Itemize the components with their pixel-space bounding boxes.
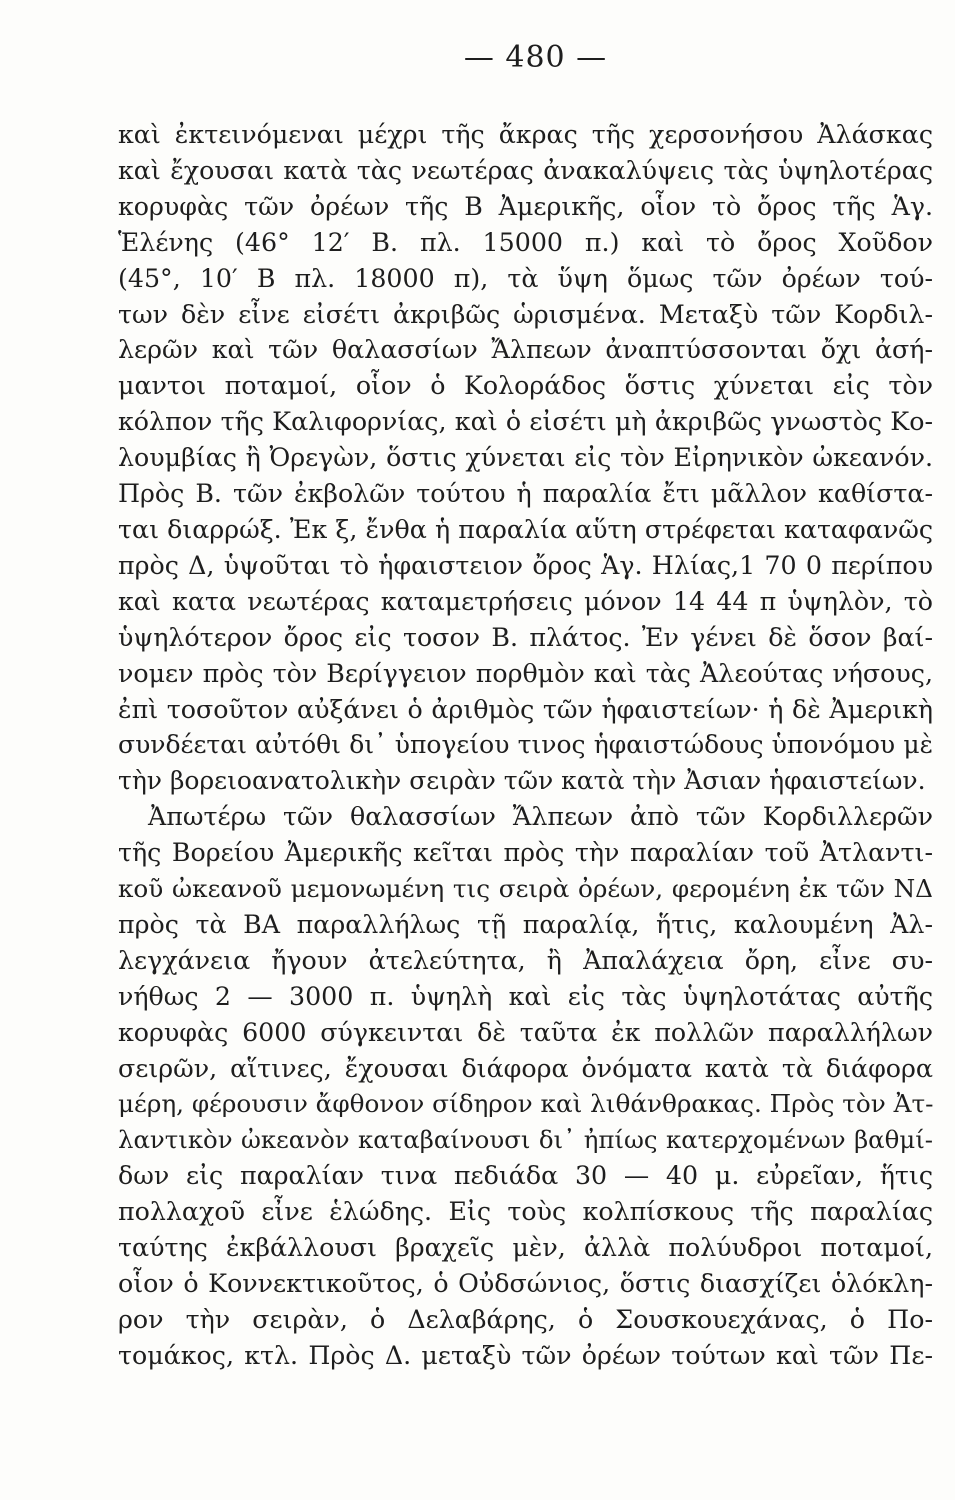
text-line: συνδέεται αὐτόθι δι᾽ ὑπογείου τινος ἡφαιστώδους ὑπονόμου μὲ [118, 730, 933, 760]
text-line: σειρῶν, αἵτινες, ἔχουσαι διάφορα ὀνόματα κατὰ τὰ διάφορα [118, 1053, 933, 1083]
text-line: νομεν πρὸς τὸν Βερίγγειον πορθμὸν καὶ τὰς Ἀλεούτας νήσους, [118, 658, 933, 688]
text-line: καὶ ἔχουσαι κατὰ τὰς νεωτέρας ἀνακαλύψεις τὰς ὑψηλοτέρας [118, 155, 933, 185]
text-line: πρὸς τὰ ΒΑ παραλλήλως τῇ παραλίᾳ, ἥτις, καλουμένη Ἀλ- [118, 909, 933, 939]
text-line: κορυφὰς τῶν ὀρέων τῆς Β Ἀμερικῆς, οἷον τὸ ὄρος τῆς Ἁγ. [118, 191, 933, 221]
text-line: (45°, 10′ Β πλ. 18000 π), τὰ ὕψη ὅμως τῶν ὀρέων τού- [118, 263, 933, 293]
text-line: κοῦ ὠκεανοῦ μεμονωμένη τις σειρὰ ὀρέων, φερομένη ἐκ τῶν ΝΔ [118, 874, 933, 904]
page-number: — 480 — [463, 40, 608, 75]
text-line: πρὸς Δ, ὑψοῦται τὸ ἡφαιστειον ὄρος Ἁγ. Ηλίας,1 70 0 περίπου [118, 550, 933, 580]
text-line: πολλαχοῦ εἶνε ἑλώδης. Εἰς τοὺς κολπίσκους τῆς παραλίας [118, 1197, 933, 1227]
text-line: μέρη, φέρουσιν ἄφθονον σίδηρον καὶ λιθάνθρακας. Πρὸς τὸν Ἀτ- [118, 1089, 933, 1119]
text-line: Ἀπωτέρω τῶν θαλασσίων Ἄλπεων ἀπὸ τῶν Κορδιλλερῶν [148, 802, 933, 832]
text-line: λεγχάνεια ἤγουν ἀτελεύτητα, ἢ Ἀπαλάχεια ὄρη, εἶνε συ- [118, 945, 933, 975]
text-line: οἷον ὁ Κοννεκτικοῦτος, ὁ Οὐδσώνιος, ὅστις διασχίζει ὁλόκλη- [118, 1269, 933, 1298]
text-line: καὶ ἐκτεινόμεναι μέχρι τῆς ἄκρας τῆς χερσονήσου Ἀλάσκας [118, 120, 933, 149]
body-text [118, 117, 933, 1374]
text-line: ταύτης ἐκβάλλουσι βραχεῖς μὲν, ἀλλὰ πολύυδροι ποταμοί, [118, 1233, 933, 1263]
text-line: δων εἰς παραλίαν τινα πεδιάδα 30 — 40 μ. εὐρεῖαν, ἥτις [118, 1161, 933, 1191]
text-line: ὑψηλότερον ὄρος εἰς τοσον Β. πλάτος. Ἐν γένει δὲ ὅσον βαί- [118, 622, 933, 652]
text-line: ἐπὶ τοσοῦτον αὐξάνει ὁ ἀριθμὸς τῶν ἡφαιστείων· ἡ δὲ Ἀμερικὴ [118, 694, 933, 724]
text-line: Πρὸς Β. τῶν ἐκβολῶν τούτου ἡ παραλία ἔτι μᾶλλον καθίστα- [118, 479, 933, 509]
text-line: καὶ κατα νεωτέρας καταμετρήσεις μόνον 14 44 π ὑψηλὸν, τὸ [118, 586, 933, 616]
text-line: λουμβίας ἢ Ὀρεγὼν, ὅστις χύνεται εἰς τὸν Εἰρηνικὸν ὠκεανόν. [118, 443, 933, 473]
text-line: κόλπον τῆς Καλιφορνίας, καὶ ὁ εἰσέτι μὴ ἀκριβῶς γνωστὸς Κο- [118, 407, 933, 437]
text-line: ρον τὴν σειρὰν, ὁ Δελαβάρης, ὁ Σουσκουεχάνας, ὁ Πο- [118, 1304, 933, 1334]
text-line: Ἑλένης (46° 12′ Β. πλ. 15000 π.) καὶ τὸ ὄρος Χοῦδον [118, 227, 933, 257]
text-line: τῆς Βορείου Ἀμερικῆς κεῖται πρὸς τὴν παραλίαν τοῦ Ἀτλαντι- [118, 838, 933, 868]
text-line: λαντικὸν ὠκεανὸν καταβαίνουσι δι᾽ ἠπίως κατερχομένων βαθμί- [118, 1125, 933, 1155]
text-line: τὴν βορειοανατολικὴν σειρὰν τῶν κατὰ τὴν Ἀσιαν ἡφαιστείων. [118, 766, 926, 796]
text-line: τομάκος, κτλ. Πρὸς Δ. μεταξὺ τῶν ὀρέων τούτων καὶ τῶν Πε- [118, 1340, 933, 1370]
text-line: των δὲν εἶνε εἰσέτι ἀκριβῶς ὡρισμένα. Μεταξὺ τῶν Κορδιλ- [118, 299, 933, 329]
text-line: λερῶν καὶ τῶν θαλασσίων Ἄλπεων ἀναπτύσσονται ὄχι ἀσή- [118, 335, 933, 365]
text-line: ται διαρρώξ. Ἐκ ξ, ἔνθα ἡ παραλία αὕτη στρέφεται καταφανῶς [118, 514, 933, 544]
text-line: μαντοι ποταμοί, οἷον ὁ Κολοράδος ὅστις χύνεται εἰς τὸν [118, 371, 933, 401]
text-line: νήθως 2 — 3000 π. ὑψηλὴ καὶ εἰς τὰς ὑψηλοτάτας αὐτῆς [118, 981, 933, 1011]
text-line: κορυφὰς 6000 σύγκεινται δὲ ταῦτα ἐκ πολλῶν παραλλήλων [118, 1017, 933, 1047]
